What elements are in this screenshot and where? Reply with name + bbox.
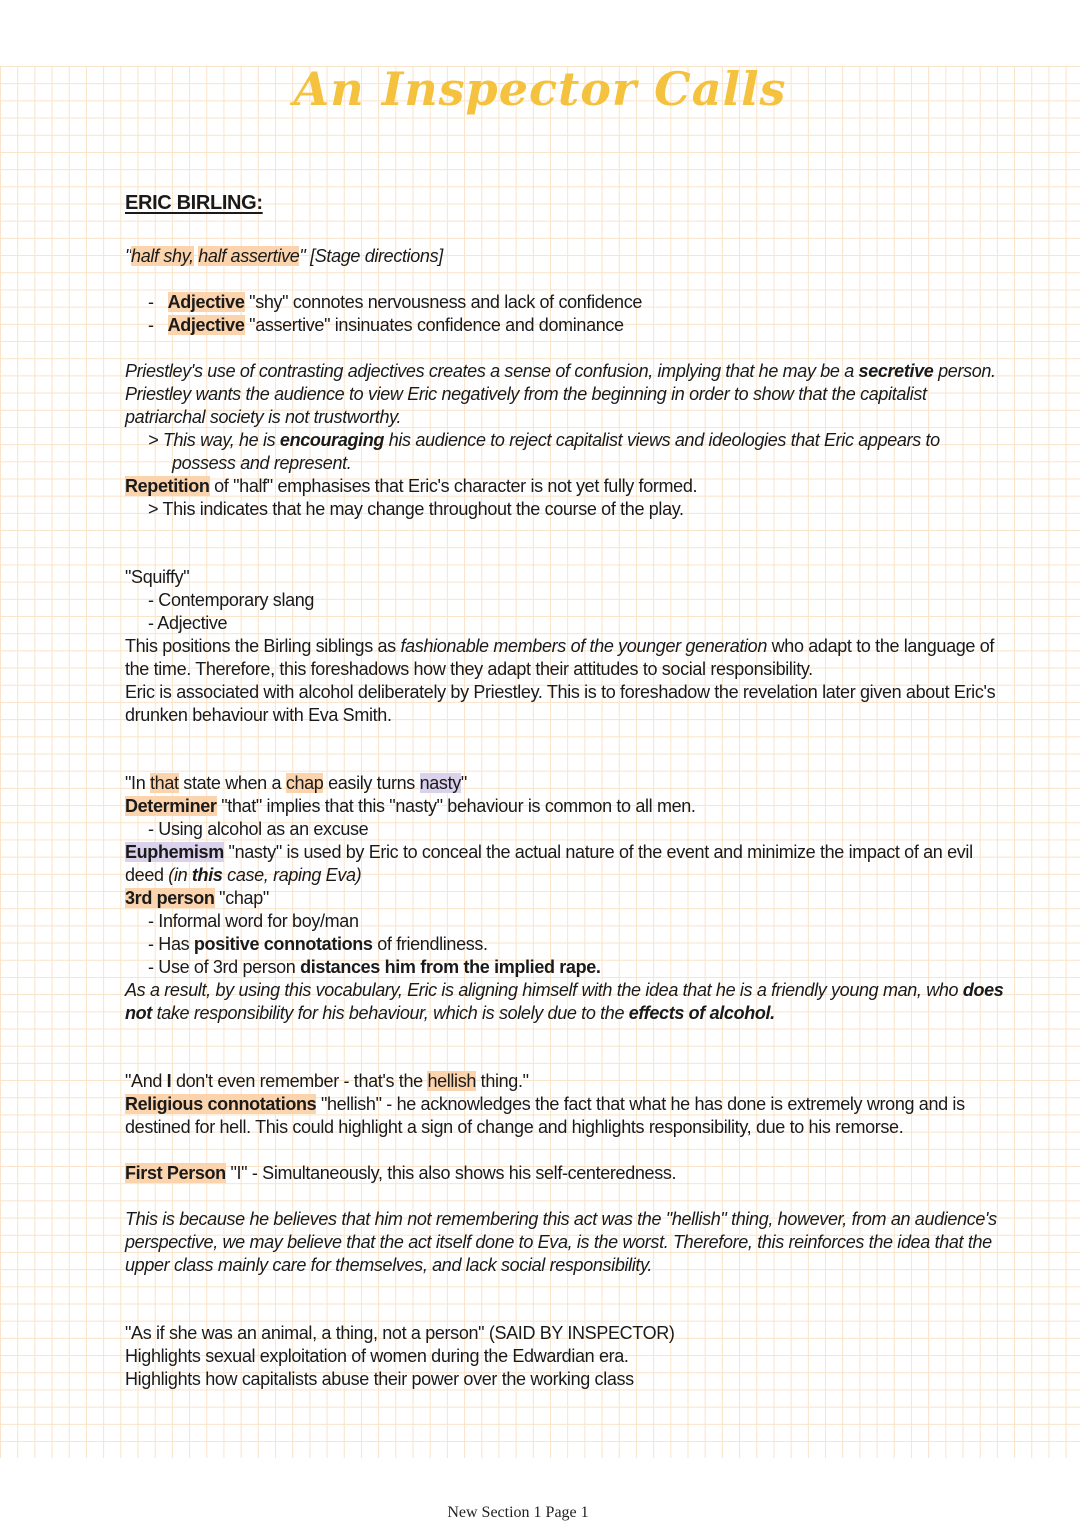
term-third-person: 3rd person bbox=[125, 888, 215, 908]
technique-repetition bbox=[125, 475, 697, 498]
bullet-text: "shy" connotes nervousness and lack of confidence bbox=[244, 292, 643, 312]
text-span: "nasty" is used by Eric to conceal the actual nature of the event and minimize the impact of an evil bbox=[223, 842, 973, 862]
text-span: easily turns bbox=[323, 773, 420, 793]
text-span: his audience to reject capitalist views and ideologies that Eric appears to bbox=[384, 430, 940, 450]
emphasis-this: this bbox=[191, 865, 223, 885]
text-span: - Has bbox=[148, 934, 194, 954]
text-span: "chap" bbox=[214, 888, 269, 908]
text-span: "In bbox=[125, 773, 151, 793]
bullet-text: "assertive" insinuates confidence and dominance bbox=[244, 315, 624, 335]
text-span: person. bbox=[933, 361, 996, 381]
technique-euphemism bbox=[125, 841, 973, 864]
text-span: (in bbox=[168, 865, 192, 885]
term-adjective: Adjective bbox=[167, 292, 245, 312]
highlight-nasty: nasty bbox=[419, 773, 461, 793]
highlight-half-shy: half shy, bbox=[131, 246, 194, 266]
emphasis-encouraging: encouraging bbox=[279, 430, 385, 450]
text-span: who adapt to the language of bbox=[766, 636, 995, 656]
text-span: This positions the Birling siblings as bbox=[125, 636, 401, 656]
text-span: Priestley's use of contrasting adjectives creates a sense of confusion, implying that he may be a bbox=[125, 361, 859, 381]
highlight-that: that bbox=[150, 773, 179, 793]
analysis-line: Highlights sexual exploitation of women during the Edwardian era. bbox=[125, 1346, 629, 1366]
text-span: " bbox=[460, 773, 467, 793]
section-heading: ERIC BIRLING: bbox=[125, 192, 263, 214]
quote-in-that-state bbox=[125, 772, 467, 795]
text-span: thing." bbox=[476, 1071, 529, 1091]
quote-source: " [Stage directions] bbox=[299, 246, 443, 266]
bullet-adjective-shy bbox=[148, 291, 642, 314]
bullet-contemporary-slang: - Contemporary slang bbox=[148, 590, 315, 610]
analysis-line bbox=[125, 1002, 775, 1025]
analysis-line bbox=[125, 360, 996, 383]
bullet-adjective: - Adjective bbox=[148, 613, 228, 633]
analysis-point bbox=[148, 429, 940, 452]
text-span: state when a bbox=[178, 773, 286, 793]
bullet-dash: - bbox=[148, 292, 154, 312]
text-span: deed bbox=[125, 865, 169, 885]
text-span: don't even remember - that's the bbox=[171, 1071, 428, 1091]
quote-hellish-thing bbox=[125, 1070, 529, 1093]
term-first-person: First Person bbox=[125, 1163, 226, 1183]
emphasis-does: does bbox=[962, 980, 1004, 1000]
analysis-line: upper class mainly care for themselves, and lack social responsibility. bbox=[125, 1255, 653, 1275]
top-margin bbox=[0, 0, 1080, 66]
analysis-line: Eric is associated with alcohol deliberately by Priestley. This is to foreshadow the revelation later given about Eric's bbox=[125, 682, 996, 702]
emphasis-not: not bbox=[125, 1003, 152, 1023]
emphasis-effects-of-alcohol: effects of alcohol. bbox=[628, 1003, 775, 1023]
technique-determiner bbox=[125, 795, 696, 818]
bullet-distances bbox=[148, 956, 601, 979]
text-span: take responsibility for his behaviour, which is solely due to the bbox=[151, 1003, 629, 1023]
bullet-informal-word: - Informal word for boy/man bbox=[148, 911, 359, 931]
analysis-line: Highlights how capitalists abuse their power over the working class bbox=[125, 1369, 634, 1389]
term-religious-connotations: Religious connotations bbox=[125, 1094, 317, 1114]
technique-religious-connotations bbox=[125, 1093, 965, 1116]
analysis-line: Priestley wants the audience to view Eric negatively from the beginning in order to show that the capitalist bbox=[125, 384, 927, 404]
term-euphemism: Euphemism bbox=[125, 842, 224, 862]
text-span: As a result, by using this vocabulary, Eric is aligning himself with the idea that he is a friendly young man, who bbox=[125, 980, 963, 1000]
page-footer: New Section 1 Page 1 bbox=[447, 1504, 589, 1521]
text-span: of friendliness. bbox=[372, 934, 488, 954]
analysis-line: patriarchal society is not trustworthy. bbox=[125, 407, 402, 427]
technique-third-person bbox=[125, 887, 269, 910]
text-span: "hellish" - he acknowledges the fact that what he has done is extremely wrong and is bbox=[316, 1094, 965, 1114]
emphasis-secretive: secretive bbox=[858, 361, 934, 381]
text-span: "that" implies that this "nasty" behaviour is common to all men. bbox=[216, 796, 696, 816]
analysis-line bbox=[125, 979, 1003, 1002]
emphasis-distances: distances him from the implied rape. bbox=[300, 957, 601, 977]
analysis-line bbox=[125, 635, 994, 658]
quote-half-shy bbox=[125, 245, 443, 268]
analysis-point: > This indicates that he may change throughout the course of the play. bbox=[148, 499, 684, 519]
quote-squiffy: "Squiffy" bbox=[125, 567, 190, 587]
term-determiner: Determiner bbox=[125, 796, 217, 816]
analysis-line: the time. Therefore, this foreshadows how they adapt their attitudes to social responsibility. bbox=[125, 659, 813, 679]
bullet-dash: - bbox=[148, 315, 154, 335]
bullet-positive-connotations bbox=[148, 933, 488, 956]
highlight-hellish: hellish bbox=[427, 1071, 477, 1091]
analysis-line: possess and represent. bbox=[172, 453, 352, 473]
highlight-half-assertive: half assertive bbox=[198, 246, 300, 266]
bullet-adjective-assertive bbox=[148, 314, 624, 337]
term-adjective: Adjective bbox=[167, 315, 245, 335]
analysis-line: destined for hell. This could highlight a sign of change and highlights responsibility, due to his remorse. bbox=[125, 1117, 904, 1137]
highlight-chap: chap bbox=[285, 773, 324, 793]
text-span: case, raping Eva) bbox=[222, 865, 362, 885]
emphasis-i: I bbox=[166, 1071, 172, 1091]
analysis-line: This is because he believes that him not remembering this act was the "hellish" thing, however, from an audience's bbox=[125, 1209, 997, 1229]
text-span: "And bbox=[125, 1071, 167, 1091]
analysis-line bbox=[125, 864, 361, 887]
emphasis-positive-connotations: positive connotations bbox=[193, 934, 373, 954]
text-span: "I" - Simultaneously, this also shows his self-centeredness. bbox=[225, 1163, 677, 1183]
quote-open-mark: " bbox=[125, 246, 132, 266]
quote-as-if-animal: "As if she was an animal, a thing, not a person" (SAID BY INSPECTOR) bbox=[125, 1323, 675, 1343]
analysis-line: perspective, we may believe that the act itself done to Eva, is the worst. Therefore, this reinforces the idea that the bbox=[125, 1232, 992, 1252]
text-span: of "half" emphasises that Eric's character is not yet fully formed. bbox=[209, 476, 698, 496]
analysis-line: drunken behaviour with Eva Smith. bbox=[125, 705, 392, 725]
technique-first-person bbox=[125, 1162, 676, 1185]
term-repetition: Repetition bbox=[125, 476, 210, 496]
text-span: > This way, he is bbox=[148, 430, 280, 450]
text-span: - Use of 3rd person bbox=[148, 957, 301, 977]
emphasis-younger-generation: fashionable members of the younger generation bbox=[400, 636, 767, 656]
page-title: An Inspector Calls bbox=[293, 62, 787, 116]
bullet-alcohol-excuse: - Using alcohol as an excuse bbox=[148, 819, 369, 839]
